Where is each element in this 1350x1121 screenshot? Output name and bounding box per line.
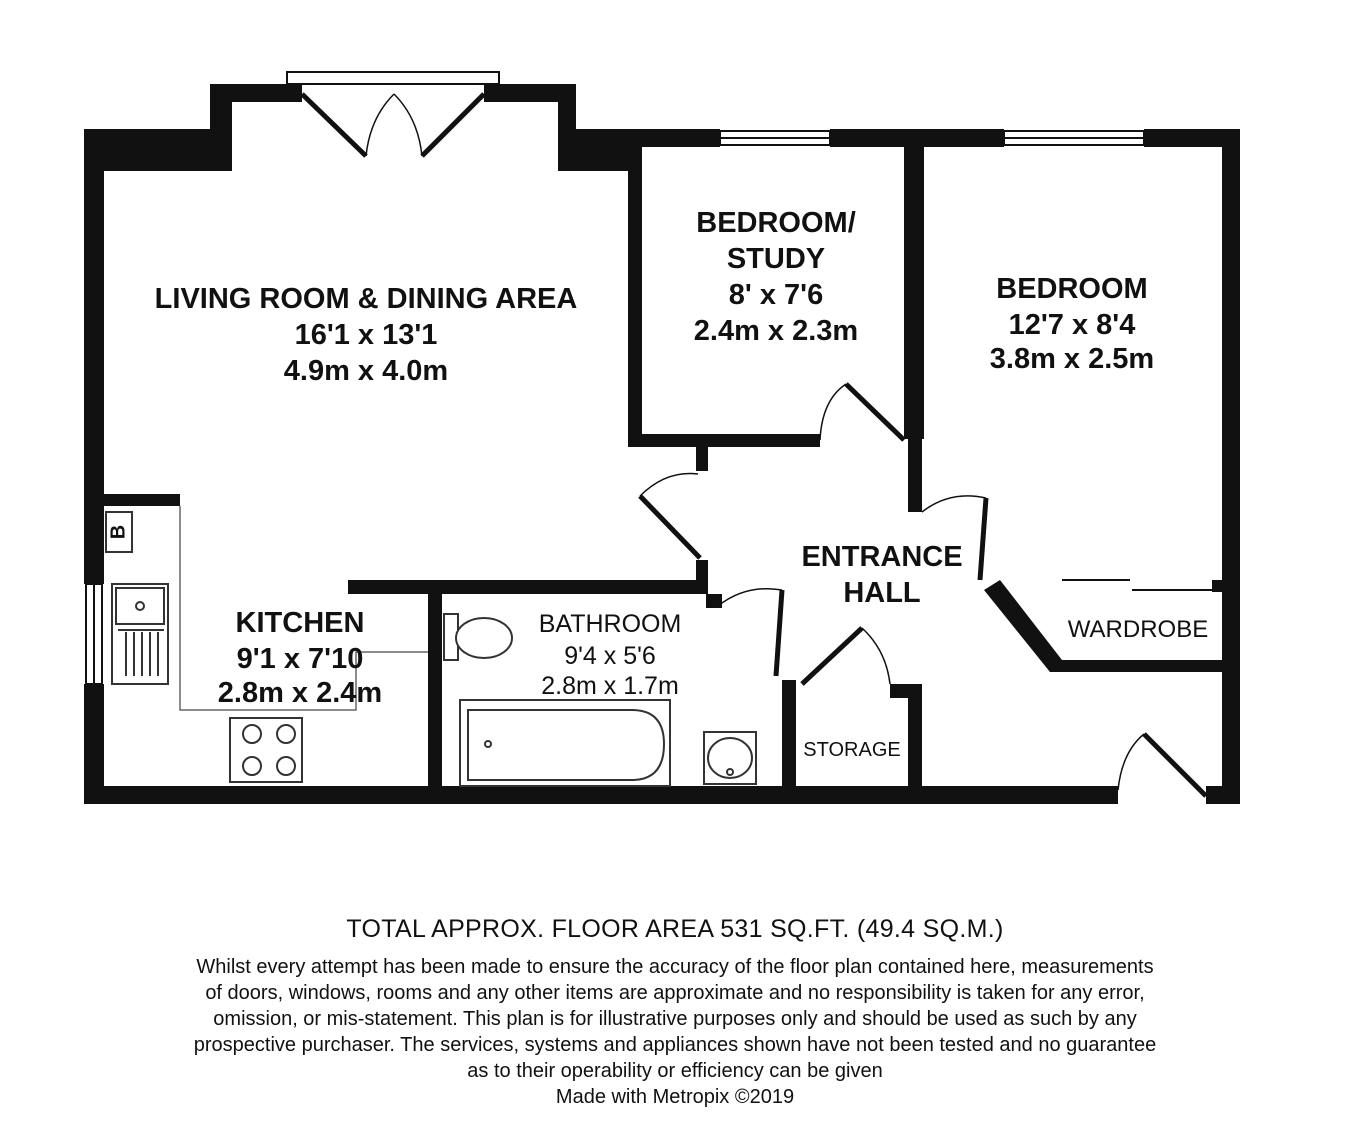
wall-segment — [210, 84, 302, 102]
wall-segment — [628, 129, 642, 447]
disclaimer-line: as to their operability or efficiency can be given — [467, 1060, 883, 1082]
kitchen-imperial: 9'1 x 7'10 — [236, 643, 364, 675]
living-room-name: LIVING ROOM & DINING AREA — [154, 283, 578, 315]
window — [287, 72, 499, 84]
living-room-metric: 4.9m x 4.0m — [283, 355, 449, 387]
bedroom-metric: 3.8m x 2.5m — [989, 343, 1155, 375]
bathroom-imperial: 9'4 x 5'6 — [564, 642, 656, 670]
disclaimer-line: of doors, windows, rooms and any other items are approximate and no responsibility is taken for any error, — [205, 982, 1145, 1004]
wall-segment — [908, 684, 922, 804]
storage-label: STORAGE — [803, 739, 901, 761]
study-name-line1: BEDROOM/ — [696, 207, 856, 239]
disclaimer-line: omission, or mis-statement. This plan is for illustrative purposes only and should be used as such by any — [213, 1008, 1137, 1030]
wall-segment — [1050, 660, 1222, 672]
boiler-label: B — [107, 524, 130, 540]
hall-name-line1: ENTRANCE — [801, 541, 963, 573]
wall-segment — [348, 580, 708, 594]
bathroom-name: BATHROOM — [538, 610, 682, 638]
wardrobe-label: WARDROBE — [1067, 616, 1209, 643]
wall-segment — [428, 580, 442, 804]
wall-segment — [104, 494, 180, 506]
wall-segment — [1212, 580, 1224, 592]
study-imperial: 8' x 7'6 — [728, 279, 824, 311]
wall-segment — [696, 447, 708, 471]
wall-segment — [904, 129, 924, 439]
hall-name-line2: HALL — [843, 577, 921, 609]
wall-segment — [984, 580, 1062, 672]
total-floor-area: TOTAL APPROX. FLOOR AREA 531 SQ.FT. (49.4 SQ.M.) — [346, 915, 1004, 943]
wall-segment — [908, 430, 922, 512]
disclaimer-line: Whilst every attempt has been made to ensure the accuracy of the floor plan contained here, measurements — [196, 956, 1154, 978]
wall-segment — [706, 594, 722, 608]
kitchen-metric: 2.8m x 2.4m — [217, 677, 383, 709]
bathroom-metric: 2.8m x 1.7m — [541, 672, 679, 700]
wall-segment — [1206, 786, 1240, 804]
wall-segment — [1222, 129, 1240, 804]
wall-segment — [84, 129, 232, 171]
bedroom-name: BEDROOM — [996, 273, 1148, 305]
study-metric: 2.4m x 2.3m — [693, 315, 859, 347]
wall-segment — [84, 786, 1118, 804]
disclaimer-line: prospective purchaser. The services, systems and appliances shown have not been tested and no guarantee — [193, 1034, 1157, 1056]
toilet-bowl — [456, 618, 512, 658]
bedroom-imperial: 12'7 x 8'4 — [1008, 309, 1136, 341]
kitchen-name: KITCHEN — [235, 607, 365, 639]
plan-footer — [0, 915, 1350, 1110]
wall-segment — [84, 129, 104, 584]
room-labels — [107, 207, 1208, 761]
wall-segment — [782, 680, 796, 804]
living-room-imperial: 16'1 x 13'1 — [294, 319, 438, 351]
wall-segment — [696, 560, 708, 594]
made-with-credit: Made with Metropix ©2019 — [555, 1086, 795, 1108]
study-name-line2: STUDY — [726, 243, 826, 275]
wall-segment — [628, 434, 820, 447]
